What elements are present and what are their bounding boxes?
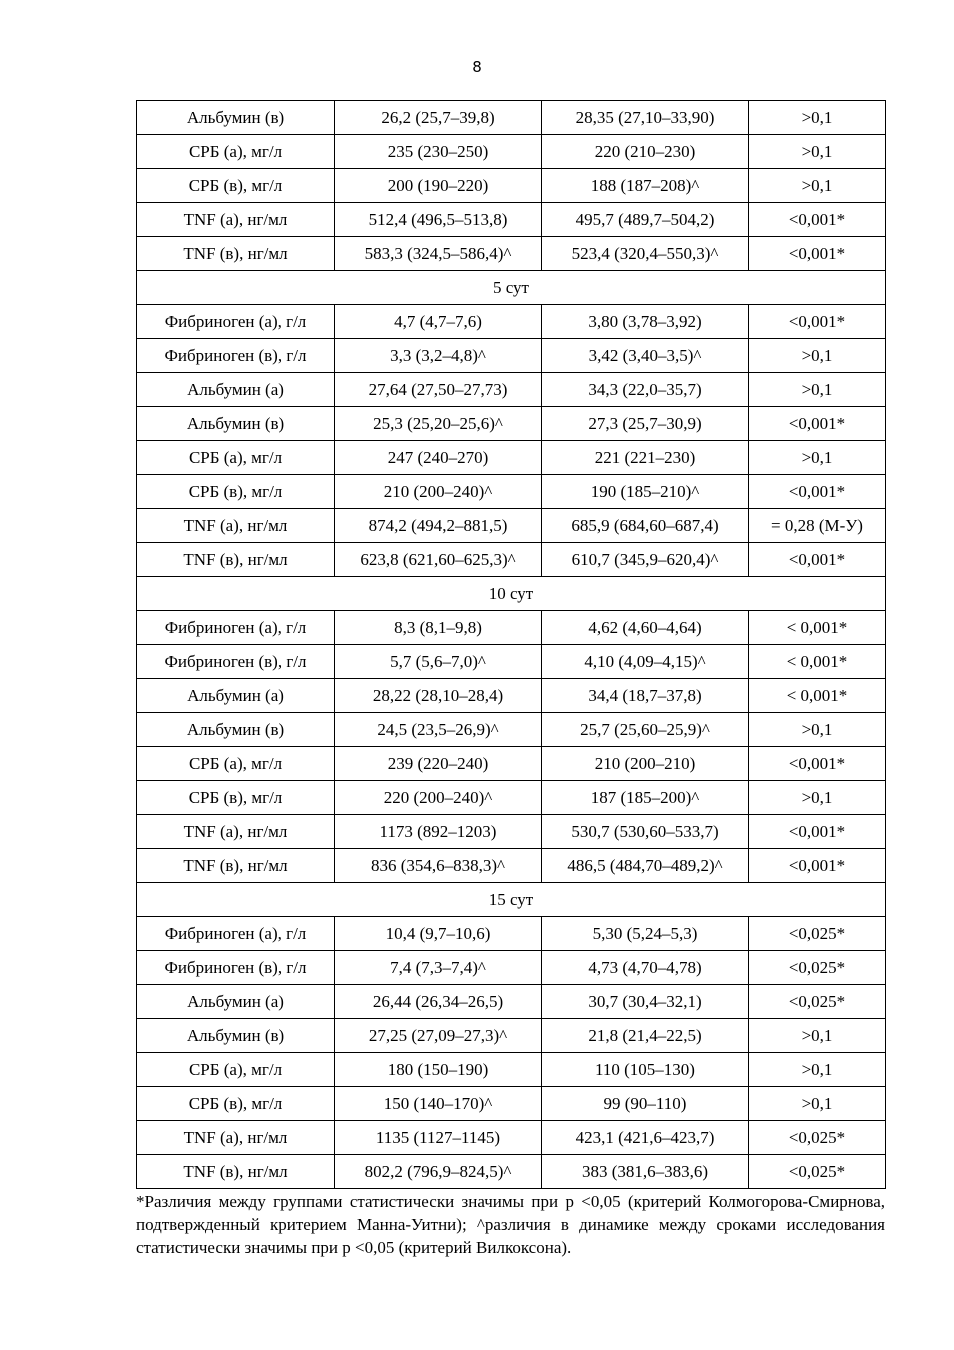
group-2-value-cell: 110 (105–130) — [542, 1053, 749, 1087]
section-heading: 5 сут — [137, 271, 886, 305]
group-2-value-cell: 190 (185–210)^ — [542, 475, 749, 509]
table-row — [137, 169, 886, 203]
group-2-value-cell: 34,4 (18,7–37,8) — [542, 679, 749, 713]
p-value-cell: <0,025* — [749, 1121, 886, 1155]
table-row — [137, 305, 886, 339]
table-row — [137, 339, 886, 373]
results-table-body — [137, 101, 886, 1189]
p-value-cell: >0,1 — [749, 169, 886, 203]
table-row — [137, 475, 886, 509]
parameter-cell: Альбумин (а) — [137, 373, 335, 407]
p-value-cell: < 0,001* — [749, 645, 886, 679]
p-value-cell: <0,001* — [749, 237, 886, 271]
group-2-value-cell: 685,9 (684,60–687,4) — [542, 509, 749, 543]
section-heading: 10 сут — [137, 577, 886, 611]
group-1-value-cell: 200 (190–220) — [335, 169, 542, 203]
group-1-value-cell: 28,22 (28,10–28,4) — [335, 679, 542, 713]
parameter-cell: Альбумин (в) — [137, 101, 335, 135]
group-2-value-cell: 523,4 (320,4–550,3)^ — [542, 237, 749, 271]
group-1-value-cell: 180 (150–190) — [335, 1053, 542, 1087]
parameter-cell: СРБ (в), мг/л — [137, 1087, 335, 1121]
parameter-cell: Альбумин (а) — [137, 679, 335, 713]
group-1-value-cell: 27,64 (27,50–27,73) — [335, 373, 542, 407]
p-value-cell: >0,1 — [749, 135, 886, 169]
group-1-value-cell: 7,4 (7,3–7,4)^ — [335, 951, 542, 985]
parameter-cell: TNF (в), нг/мл — [137, 1155, 335, 1189]
parameter-cell: Альбумин (а) — [137, 985, 335, 1019]
group-1-value-cell: 3,3 (3,2–4,8)^ — [335, 339, 542, 373]
group-2-value-cell: 21,8 (21,4–22,5) — [542, 1019, 749, 1053]
parameter-cell: Альбумин (в) — [137, 407, 335, 441]
group-1-value-cell: 235 (230–250) — [335, 135, 542, 169]
group-2-value-cell: 3,80 (3,78–3,92) — [542, 305, 749, 339]
table-row — [137, 1121, 886, 1155]
parameter-cell: Фибриноген (в), г/л — [137, 645, 335, 679]
group-1-value-cell: 874,2 (494,2–881,5) — [335, 509, 542, 543]
table-row — [137, 985, 886, 1019]
group-1-value-cell: 1173 (892–1203) — [335, 815, 542, 849]
group-1-value-cell: 8,3 (8,1–9,8) — [335, 611, 542, 645]
table-row — [137, 917, 886, 951]
table-row — [137, 747, 886, 781]
table-row — [137, 611, 886, 645]
p-value-cell: >0,1 — [749, 1019, 886, 1053]
table-row — [137, 645, 886, 679]
group-2-value-cell: 610,7 (345,9–620,4)^ — [542, 543, 749, 577]
parameter-cell: СРБ (а), мг/л — [137, 1053, 335, 1087]
parameter-cell: Фибриноген (в), г/л — [137, 951, 335, 985]
group-1-value-cell: 1135 (1127–1145) — [335, 1121, 542, 1155]
table-row — [137, 1155, 886, 1189]
p-value-cell: <0,025* — [749, 951, 886, 985]
group-2-value-cell: 187 (185–200)^ — [542, 781, 749, 815]
group-2-value-cell: 27,3 (25,7–30,9) — [542, 407, 749, 441]
group-2-value-cell: 4,62 (4,60–4,64) — [542, 611, 749, 645]
group-1-value-cell: 4,7 (4,7–7,6) — [335, 305, 542, 339]
group-2-value-cell: 5,30 (5,24–5,3) — [542, 917, 749, 951]
table-row — [137, 407, 886, 441]
p-value-cell: >0,1 — [749, 339, 886, 373]
parameter-cell: Фибриноген (а), г/л — [137, 305, 335, 339]
table-row — [137, 1053, 886, 1087]
p-value-cell: <0,001* — [749, 543, 886, 577]
parameter-cell: TNF (а), нг/мл — [137, 1121, 335, 1155]
table-row — [137, 543, 886, 577]
group-1-value-cell: 512,4 (496,5–513,8) — [335, 203, 542, 237]
group-2-value-cell: 30,7 (30,4–32,1) — [542, 985, 749, 1019]
parameter-cell: СРБ (а), мг/л — [137, 441, 335, 475]
table-row — [137, 203, 886, 237]
table-row — [137, 373, 886, 407]
group-2-value-cell: 28,35 (27,10–33,90) — [542, 101, 749, 135]
group-1-value-cell: 239 (220–240) — [335, 747, 542, 781]
p-value-cell: < 0,001* — [749, 611, 886, 645]
group-2-value-cell: 4,73 (4,70–4,78) — [542, 951, 749, 985]
p-value-cell: <0,025* — [749, 1155, 886, 1189]
group-2-value-cell: 188 (187–208)^ — [542, 169, 749, 203]
table-row — [137, 815, 886, 849]
group-1-value-cell: 150 (140–170)^ — [335, 1087, 542, 1121]
p-value-cell: >0,1 — [749, 101, 886, 135]
p-value-cell: <0,001* — [749, 747, 886, 781]
p-value-cell: <0,001* — [749, 815, 886, 849]
group-1-value-cell: 247 (240–270) — [335, 441, 542, 475]
group-1-value-cell: 220 (200–240)^ — [335, 781, 542, 815]
group-1-value-cell: 5,7 (5,6–7,0)^ — [335, 645, 542, 679]
table-row — [137, 1019, 886, 1053]
p-value-cell: <0,001* — [749, 475, 886, 509]
group-2-value-cell: 221 (221–230) — [542, 441, 749, 475]
parameter-cell: TNF (а), нг/мл — [137, 203, 335, 237]
section-heading-row — [137, 883, 886, 917]
p-value-cell: >0,1 — [749, 713, 886, 747]
group-2-value-cell: 4,10 (4,09–4,15)^ — [542, 645, 749, 679]
section-heading: 15 сут — [137, 883, 886, 917]
group-2-value-cell: 210 (200–210) — [542, 747, 749, 781]
results-table — [136, 100, 886, 1189]
group-1-value-cell: 210 (200–240)^ — [335, 475, 542, 509]
parameter-cell: Фибриноген (а), г/л — [137, 917, 335, 951]
group-1-value-cell: 27,25 (27,09–27,3)^ — [335, 1019, 542, 1053]
table-row — [137, 951, 886, 985]
p-value-cell: >0,1 — [749, 1087, 886, 1121]
group-2-value-cell: 25,7 (25,60–25,9)^ — [542, 713, 749, 747]
table-row — [137, 101, 886, 135]
group-2-value-cell: 530,7 (530,60–533,7) — [542, 815, 749, 849]
table-row — [137, 713, 886, 747]
group-1-value-cell: 24,5 (23,5–26,9)^ — [335, 713, 542, 747]
p-value-cell: <0,001* — [749, 849, 886, 883]
parameter-cell: СРБ (а), мг/л — [137, 135, 335, 169]
p-value-cell: >0,1 — [749, 373, 886, 407]
section-heading-row — [137, 271, 886, 305]
group-2-value-cell: 34,3 (22,0–35,7) — [542, 373, 749, 407]
parameter-cell: TNF (а), нг/мл — [137, 815, 335, 849]
table-row — [137, 441, 886, 475]
parameter-cell: СРБ (в), мг/л — [137, 475, 335, 509]
page-number: 8 — [472, 58, 482, 76]
table-row — [137, 849, 886, 883]
group-2-value-cell: 99 (90–110) — [542, 1087, 749, 1121]
table-row — [137, 679, 886, 713]
group-1-value-cell: 583,3 (324,5–586,4)^ — [335, 237, 542, 271]
group-1-value-cell: 10,4 (9,7–10,6) — [335, 917, 542, 951]
parameter-cell: СРБ (в), мг/л — [137, 781, 335, 815]
group-2-value-cell: 423,1 (421,6–423,7) — [542, 1121, 749, 1155]
group-1-value-cell: 623,8 (621,60–625,3)^ — [335, 543, 542, 577]
p-value-cell: <0,001* — [749, 203, 886, 237]
group-1-value-cell: 25,3 (25,20–25,6)^ — [335, 407, 542, 441]
group-2-value-cell: 3,42 (3,40–3,5)^ — [542, 339, 749, 373]
p-value-cell: <0,025* — [749, 985, 886, 1019]
parameter-cell: TNF (в), нг/мл — [137, 237, 335, 271]
table-row — [137, 135, 886, 169]
group-1-value-cell: 26,2 (25,7–39,8) — [335, 101, 542, 135]
parameter-cell: СРБ (а), мг/л — [137, 747, 335, 781]
p-value-cell: <0,001* — [749, 305, 886, 339]
parameter-cell: Альбумин (в) — [137, 1019, 335, 1053]
parameter-cell: Фибриноген (в), г/л — [137, 339, 335, 373]
group-1-value-cell: 26,44 (26,34–26,5) — [335, 985, 542, 1019]
parameter-cell: Фибриноген (а), г/л — [137, 611, 335, 645]
group-2-value-cell: 383 (381,6–383,6) — [542, 1155, 749, 1189]
table-row — [137, 1087, 886, 1121]
p-value-cell: <0,025* — [749, 917, 886, 951]
p-value-cell: >0,1 — [749, 1053, 886, 1087]
parameter-cell: TNF (в), нг/мл — [137, 849, 335, 883]
group-2-value-cell: 220 (210–230) — [542, 135, 749, 169]
group-1-value-cell: 802,2 (796,9–824,5)^ — [335, 1155, 542, 1189]
p-value-cell: >0,1 — [749, 781, 886, 815]
table-row — [137, 509, 886, 543]
group-2-value-cell: 486,5 (484,70–489,2)^ — [542, 849, 749, 883]
parameter-cell: СРБ (в), мг/л — [137, 169, 335, 203]
p-value-cell: < 0,001* — [749, 679, 886, 713]
p-value-cell: >0,1 — [749, 441, 886, 475]
parameter-cell: TNF (в), нг/мл — [137, 543, 335, 577]
section-heading-row — [137, 577, 886, 611]
group-2-value-cell: 495,7 (489,7–504,2) — [542, 203, 749, 237]
parameter-cell: Альбумин (в) — [137, 713, 335, 747]
p-value-cell: <0,001* — [749, 407, 886, 441]
parameter-cell: TNF (а), нг/мл — [137, 509, 335, 543]
group-1-value-cell: 836 (354,6–838,3)^ — [335, 849, 542, 883]
table-footnote: *Различия между группами статистически значимы при р <0,05 (критерий Колмогорова-Смирнова, подтвержденный критерием Манна-Уитни); ^различия в динамике между сроками исследования статистически значимы при р <0,05 (критерий Вилкоксона). — [136, 1192, 885, 1257]
table-row — [137, 237, 886, 271]
p-value-cell: = 0,28 (М-У) — [749, 509, 886, 543]
table-row — [137, 781, 886, 815]
